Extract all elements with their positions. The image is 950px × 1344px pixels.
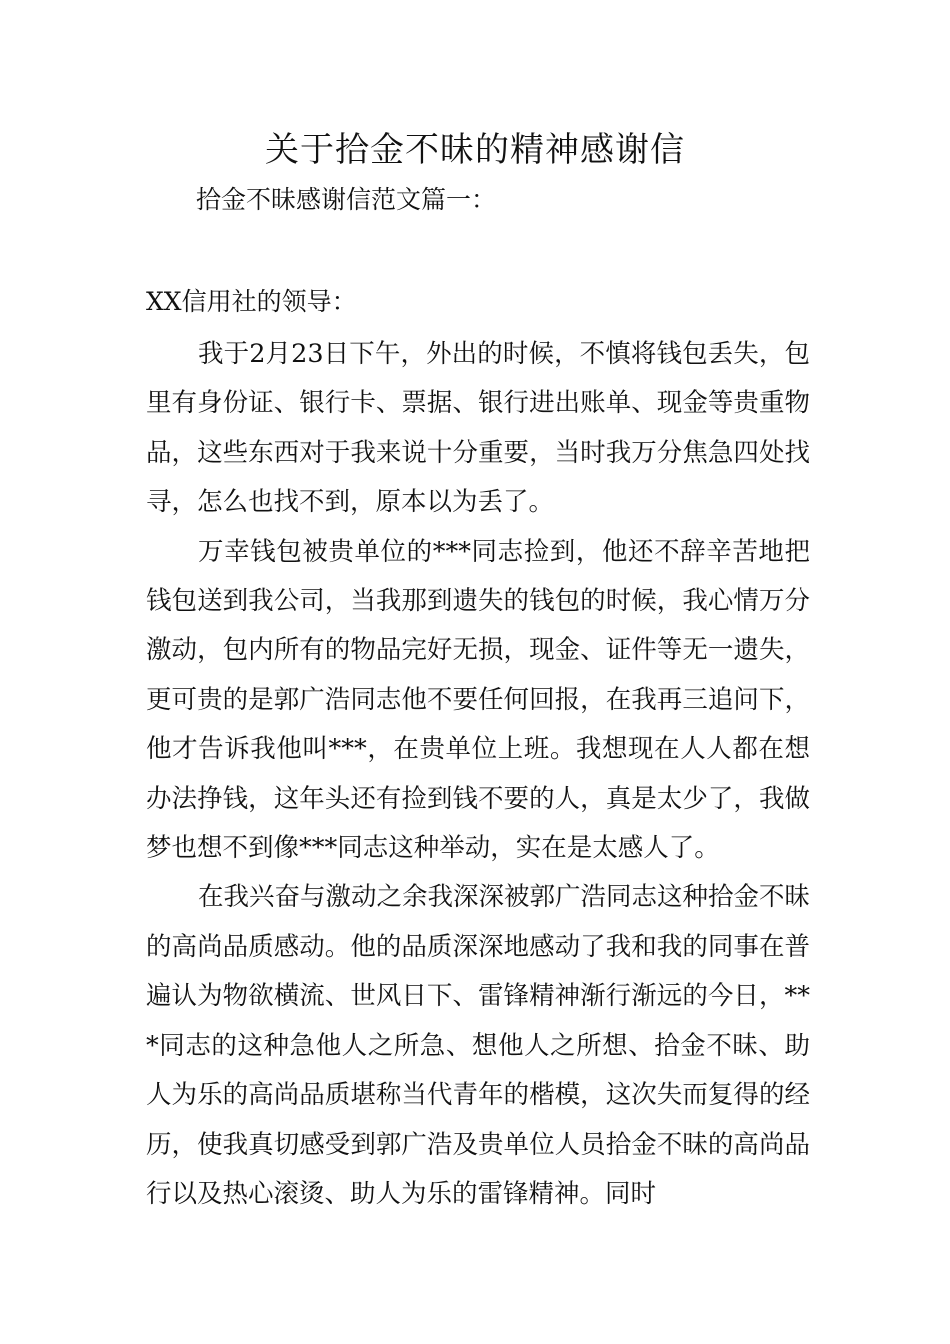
paragraph-2: 万幸钱包被贵单位的***同志捡到，他还不辞辛苦地把钱包送到我公司，当我那到遗失的钱包的时候，我心情万分激动，包内所有的物品完好无损，现金、证件等无一遗失，更可贵的是郭广浩同志他不要任何回报，在我再三追问下，他才告诉我他叫***，在贵单位上班。我想现在人人都在想办法挣钱，这年头还有捡到钱不要的人，真是太少了，我做梦也想不到像***同志这种举动，实在是太感人了。 (146, 536, 810, 864)
paragraph-3: 在我兴奋与激动之余我深深被郭广浩同志这种拾金不昧的高尚品质感动。他的品质深深地感动了我和我的同事在普遍认为物欲横流、世风日下、雷锋精神渐行渐远的今日，***同志的这种急他人之所急、想他人之所想、拾金不昧、助人为乐的高尚品质堪称当代青年的楷模，这次失而复得的经历，使我真切感受到郭广浩及贵单位人员拾金不昧的高尚品行以及热心滚烫、助人为乐的雷锋精神。同时 (146, 882, 811, 1209)
paragraph-1: 我于2月23日下午，外出的时候，不慎将钱包丢失，包里有身份证、银行卡、票据、银行进出账单、现金等贵重物品，这些东西对于我来说十分重要，当时我万分焦急四处找寻，怎么也找不到，原本以为丢了。 (146, 339, 810, 518)
salutation: XX信用社的领导： (146, 287, 357, 316)
letter-body (146, 330, 810, 1219)
document-title: 关于拾金不昧的精神感谢信 (265, 130, 685, 170)
document-subtitle: 拾金不昧感谢信范文篇一： (196, 185, 497, 214)
